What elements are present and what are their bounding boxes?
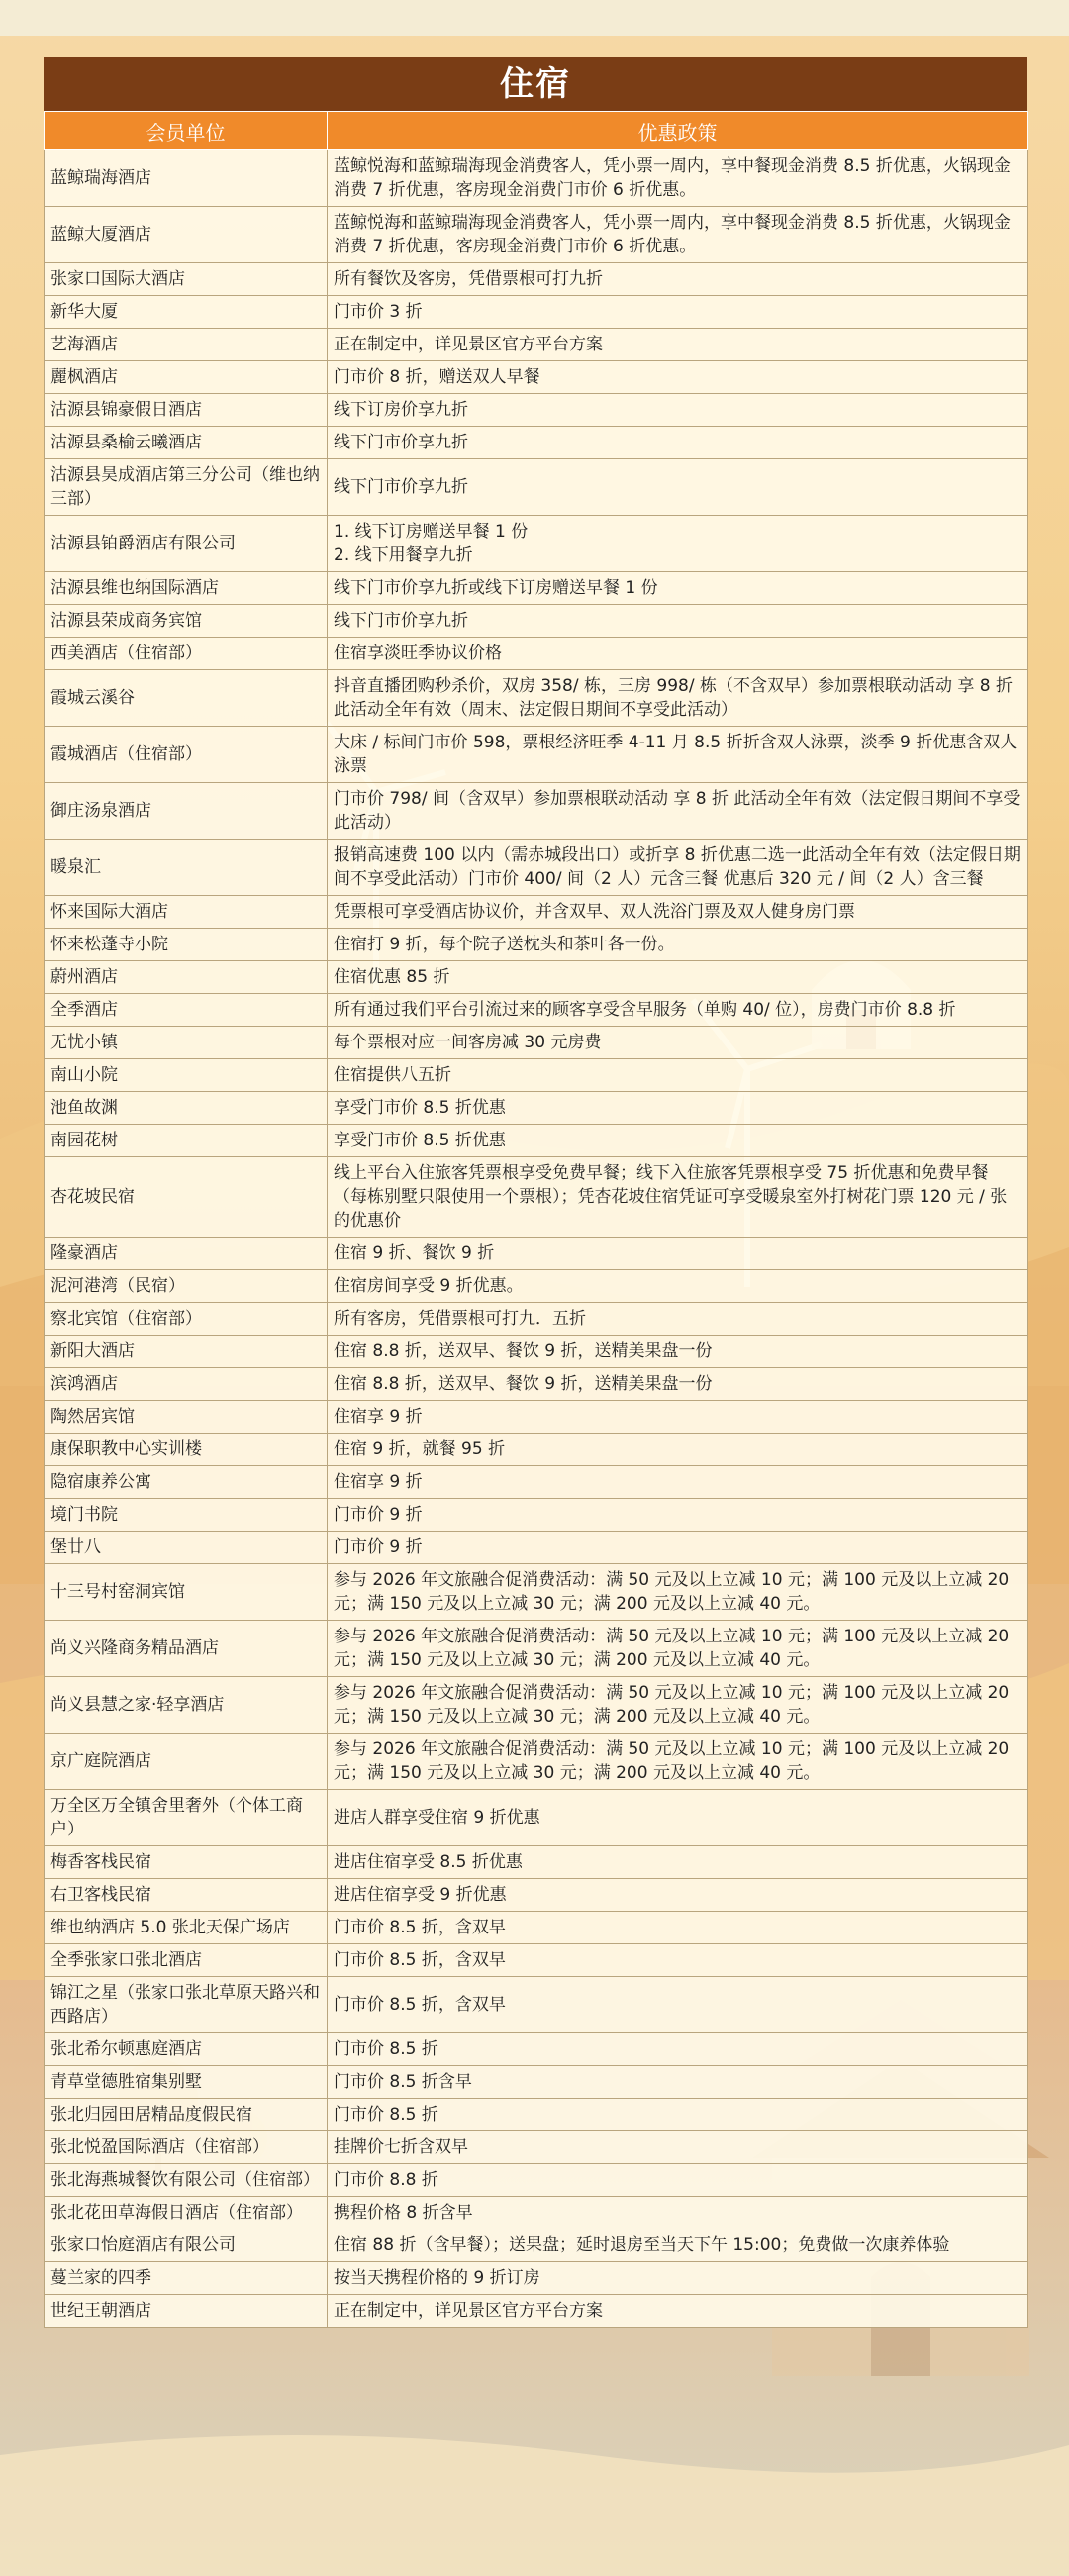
discount-policy-cell: 住宿 9 折，就餐 95 折: [328, 1434, 1028, 1466]
member-unit-cell: 十三号村窑洞宾馆: [45, 1564, 328, 1621]
member-unit-cell: 西美酒店（住宿部）: [45, 638, 328, 670]
member-unit-cell: 沽源县桑榆云曦酒店: [45, 427, 328, 459]
member-unit-cell: 陶然居宾馆: [45, 1401, 328, 1434]
member-unit-cell: 康保职教中心实训楼: [45, 1434, 328, 1466]
discount-policy-cell: 每个票根对应一间客房减 30 元房费: [328, 1027, 1028, 1059]
discount-policy-cell: 线下门市价享九折: [328, 605, 1028, 638]
member-unit-cell: 杏花坡民宿: [45, 1157, 328, 1238]
discount-policy-cell: 享受门市价 8.5 折优惠: [328, 1092, 1028, 1125]
member-unit-cell: 池鱼故渊: [45, 1092, 328, 1125]
table-row: [45, 670, 1028, 727]
member-unit-cell: 麗枫酒店: [45, 361, 328, 394]
member-unit-cell: 怀来国际大酒店: [45, 896, 328, 929]
member-unit-cell: 梅香客栈民宿: [45, 1846, 328, 1879]
discount-policy-cell: 住宿 88 折（含早餐）；送果盘；延时退房至当天下午 15:00；免费做一次康养体验: [328, 2229, 1028, 2262]
member-unit-cell: 艺海酒店: [45, 329, 328, 361]
member-unit-cell: 霞城云溪谷: [45, 670, 328, 727]
discount-policy-cell: 参与 2026 年文旅融合促消费活动：满 50 元及以上立减 10 元；满 100 元及以上立减 20 元；满 150 元及以上立减 30 元；满 200 元及以上立减 40 元。: [328, 1564, 1028, 1621]
table-row: [45, 1270, 1028, 1303]
discount-policy-cell: 携程价格 8 折含早: [328, 2197, 1028, 2229]
member-unit-cell: 尚义县慧之家·轻享酒店: [45, 1677, 328, 1734]
member-unit-cell: 泥河港湾（民宿）: [45, 1270, 328, 1303]
discount-policy-cell: 门市价 8.5 折，含双早: [328, 1977, 1028, 2033]
table-row: [45, 1027, 1028, 1059]
discount-policy-cell: 所有餐饮及客房，凭借票根可打九折: [328, 263, 1028, 296]
table-row: [45, 783, 1028, 840]
member-unit-cell: 境门书院: [45, 1499, 328, 1532]
discount-policy-cell: 门市价 8.5 折含早: [328, 2066, 1028, 2099]
discount-policy-cell: 门市价 8 折，赠送双人早餐: [328, 361, 1028, 394]
table-row: [45, 2295, 1028, 2328]
section-title: 住宿: [44, 57, 1027, 111]
table-row: [45, 2164, 1028, 2197]
table-row: [45, 1879, 1028, 1912]
member-unit-cell: 沽源县铂爵酒店有限公司: [45, 516, 328, 572]
table-row: [45, 2066, 1028, 2099]
discount-policy-cell: 进店住宿享受 8.5 折优惠: [328, 1846, 1028, 1879]
discount-policy-cell: 线下门市价享九折: [328, 459, 1028, 516]
member-unit-cell: 隆豪酒店: [45, 1238, 328, 1270]
discount-policy-cell: 线下订房价享九折: [328, 394, 1028, 427]
discount-table: [44, 111, 1028, 2328]
table-row: [45, 207, 1028, 263]
table-row: [45, 2033, 1028, 2066]
discount-policy-cell: 所有客房，凭借票根可打九．五折: [328, 1303, 1028, 1336]
table-row: [45, 896, 1028, 929]
member-unit-cell: 霞城酒店（住宿部）: [45, 727, 328, 783]
member-unit-cell: 沽源县荣成商务宾馆: [45, 605, 328, 638]
table-row: [45, 394, 1028, 427]
discount-policy-cell: 参与 2026 年文旅融合促消费活动：满 50 元及以上立减 10 元；满 100 元及以上立减 20 元；满 150 元及以上立减 30 元；满 200 元及以上立减 40 元。: [328, 1621, 1028, 1677]
discount-policy-cell: 蓝鲸悦海和蓝鲸瑞海现金消费客人，凭小票一周内，享中餐现金消费 8.5 折优惠，火锅现金消费 7 折优惠，客房现金消费门市价 6 折优惠。: [328, 207, 1028, 263]
member-unit-cell: 张北悦盈国际酒店（住宿部）: [45, 2131, 328, 2164]
discount-policy-cell: 报销高速费 100 以内（需赤城段出口）或折享 8 折优惠二选一此活动全年有效（法定假日期间不享受此活动）门市价 400/ 间（2 人）元含三餐 优惠后 320 元 / 间（2 人）含三餐: [328, 840, 1028, 896]
table-row: [45, 1790, 1028, 1846]
member-unit-cell: 无忧小镇: [45, 1027, 328, 1059]
table-row: [45, 1368, 1028, 1401]
member-unit-cell: 万全区万全镇舍里奢外（个体工商户）: [45, 1790, 328, 1846]
member-unit-cell: 蓝鲸大厦酒店: [45, 207, 328, 263]
discount-policy-cell: 门市价 8.5 折: [328, 2033, 1028, 2066]
accommodation-card: [44, 57, 1027, 2328]
discount-policy-cell: 进店住宿享受 9 折优惠: [328, 1879, 1028, 1912]
member-unit-cell: 沽源县昊成酒店第三分公司（维也纳三部）: [45, 459, 328, 516]
member-unit-cell: 张北海燕城餐饮有限公司（住宿部）: [45, 2164, 328, 2197]
discount-policy-cell: 线下门市价享九折或线下订房赠送早餐 1 份: [328, 572, 1028, 605]
member-unit-cell: 蔓兰家的四季: [45, 2262, 328, 2295]
discount-policy-cell: 住宿提供八五折: [328, 1059, 1028, 1092]
member-unit-cell: 张北归园田居精品度假民宿: [45, 2099, 328, 2131]
member-unit-cell: 沽源县锦豪假日酒店: [45, 394, 328, 427]
table-row: [45, 1499, 1028, 1532]
table-row: [45, 1238, 1028, 1270]
member-unit-cell: 蔚州酒店: [45, 961, 328, 994]
table-row: [45, 638, 1028, 670]
member-unit-cell: 察北宾馆（住宿部）: [45, 1303, 328, 1336]
table-row: [45, 296, 1028, 329]
table-row: [45, 427, 1028, 459]
discount-policy-cell: 参与 2026 年文旅融合促消费活动：满 50 元及以上立减 10 元；满 100 元及以上立减 20 元；满 150 元及以上立减 30 元；满 200 元及以上立减 40 元。: [328, 1734, 1028, 1790]
table-row: [45, 2099, 1028, 2131]
discount-policy-cell: 门市价 9 折: [328, 1532, 1028, 1564]
member-unit-cell: 右卫客栈民宿: [45, 1879, 328, 1912]
discount-policy-cell: 挂牌价七折含双早: [328, 2131, 1028, 2164]
discount-policy-cell: 住宿打 9 折，每个院子送枕头和茶叶各一份。: [328, 929, 1028, 961]
member-unit-cell: 沽源县维也纳国际酒店: [45, 572, 328, 605]
member-unit-cell: 尚义兴隆商务精品酒店: [45, 1621, 328, 1677]
table-row: [45, 840, 1028, 896]
table-row: [45, 1303, 1028, 1336]
discount-policy-cell: 按当天携程价格的 9 折订房: [328, 2262, 1028, 2295]
table-row: [45, 727, 1028, 783]
member-unit-cell: 暖泉汇: [45, 840, 328, 896]
member-unit-cell: 御庄汤泉酒店: [45, 783, 328, 840]
member-unit-cell: 张家口怡庭酒店有限公司: [45, 2229, 328, 2262]
table-row: [45, 516, 1028, 572]
member-unit-cell: 全季张家口张北酒店: [45, 1944, 328, 1977]
top-banner-strip: [0, 0, 1069, 36]
discount-policy-cell: 蓝鲸悦海和蓝鲸瑞海现金消费客人，凭小票一周内，享中餐现金消费 8.5 折优惠，火锅现金消费 7 折优惠，客房现金消费门市价 6 折优惠。: [328, 150, 1028, 207]
discount-policy-cell: 门市价 8.5 折，含双早: [328, 1912, 1028, 1944]
member-unit-cell: 维也纳酒店 5.0 张北天保广场店: [45, 1912, 328, 1944]
table-row: [45, 2197, 1028, 2229]
member-unit-cell: 全季酒店: [45, 994, 328, 1027]
table-row: [45, 1532, 1028, 1564]
member-unit-cell: 新阳大酒店: [45, 1336, 328, 1368]
header-member-unit: 会员单位: [45, 112, 328, 150]
member-unit-cell: 滨鸿酒店: [45, 1368, 328, 1401]
discount-policy-cell: 享受门市价 8.5 折优惠: [328, 1125, 1028, 1157]
member-unit-cell: 张北希尔顿惠庭酒店: [45, 2033, 328, 2066]
table-row: [45, 572, 1028, 605]
table-row: [45, 263, 1028, 296]
discount-policy-cell: 进店人群享受住宿 9 折优惠: [328, 1790, 1028, 1846]
discount-policy-cell: 凭票根可享受酒店协议价，并含双早、双人洗浴门票及双人健身房门票: [328, 896, 1028, 929]
table-row: [45, 1092, 1028, 1125]
table-row: [45, 2262, 1028, 2295]
member-unit-cell: 世纪王朝酒店: [45, 2295, 328, 2328]
discount-policy-cell: 线上平台入住旅客凭票根享受免费早餐；线下入住旅客凭票根享受 75 折优惠和免费早餐（每栋别墅只限使用一个票根）；凭杏花坡住宿凭证可享受暖泉室外打树花门票 120 元 / 张的优惠价: [328, 1157, 1028, 1238]
table-row: [45, 329, 1028, 361]
member-unit-cell: 堡廿八: [45, 1532, 328, 1564]
table-row: [45, 1336, 1028, 1368]
table-row: [45, 1977, 1028, 2033]
discount-policy-cell: 门市价 8.5 折，含双早: [328, 1944, 1028, 1977]
member-unit-cell: 怀来松蓬寺小院: [45, 929, 328, 961]
discount-policy-cell: 正在制定中，详见景区官方平台方案: [328, 329, 1028, 361]
discount-policy-cell: 住宿 9 折、餐饮 9 折: [328, 1238, 1028, 1270]
discount-policy-cell: 住宿享 9 折: [328, 1466, 1028, 1499]
table-row: [45, 1846, 1028, 1879]
table-row: [45, 150, 1028, 207]
table-row: [45, 2229, 1028, 2262]
table-row: [45, 2131, 1028, 2164]
table-row: [45, 1059, 1028, 1092]
discount-policy-cell: 参与 2026 年文旅融合促消费活动：满 50 元及以上立减 10 元；满 100 元及以上立减 20 元；满 150 元及以上立减 30 元；满 200 元及以上立减 40 元。: [328, 1677, 1028, 1734]
table-row: [45, 1434, 1028, 1466]
discount-policy-cell: 线下门市价享九折: [328, 427, 1028, 459]
table-row: [45, 1125, 1028, 1157]
table-row: [45, 1944, 1028, 1977]
discount-policy-cell: 大床 / 标间门市价 598，票根经济旺季 4-11 月 8.5 折折含双人泳票，淡季 9 折优惠含双人泳票: [328, 727, 1028, 783]
table-row: [45, 1734, 1028, 1790]
table-row: [45, 605, 1028, 638]
discount-policy-cell: 住宿享淡旺季协议价格: [328, 638, 1028, 670]
table-row: [45, 1677, 1028, 1734]
discount-policy-cell: 住宿房间享受 9 折优惠。: [328, 1270, 1028, 1303]
discount-policy-cell: 住宿 8.8 折，送双早、餐饮 9 折，送精美果盘一份: [328, 1336, 1028, 1368]
table-row: [45, 1401, 1028, 1434]
discount-policy-cell: 正在制定中，详见景区官方平台方案: [328, 2295, 1028, 2328]
table-row: [45, 994, 1028, 1027]
discount-policy-cell: 住宿享 9 折: [328, 1401, 1028, 1434]
discount-policy-cell: 住宿 8.8 折，送双早、餐饮 9 折，送精美果盘一份: [328, 1368, 1028, 1401]
discount-policy-cell: 门市价 8.5 折: [328, 2099, 1028, 2131]
table-row: [45, 1621, 1028, 1677]
member-unit-cell: 青草堂德胜宿集别墅: [45, 2066, 328, 2099]
member-unit-cell: 隐宿康养公寓: [45, 1466, 328, 1499]
discount-policy-cell: 1. 线下订房赠送早餐 1 份 2. 线下用餐享九折: [328, 516, 1028, 572]
member-unit-cell: 张北花田草海假日酒店（住宿部）: [45, 2197, 328, 2229]
discount-policy-cell: 住宿优惠 85 折: [328, 961, 1028, 994]
discount-policy-cell: 门市价 9 折: [328, 1499, 1028, 1532]
discount-policy-cell: 抖音直播团购秒杀价，双房 358/ 栋，三房 998/ 栋（不含双早）参加票根联动活动 享 8 折 此活动全年有效（周末、法定假日期间不享受此活动）: [328, 670, 1028, 727]
table-row: [45, 961, 1028, 994]
table-row: [45, 929, 1028, 961]
table-row: [45, 1466, 1028, 1499]
discount-policy-cell: 所有通过我们平台引流过来的顾客享受含早服务（单购 40/ 位），房费门市价 8.8 折: [328, 994, 1028, 1027]
member-unit-cell: 张家口国际大酒店: [45, 263, 328, 296]
member-unit-cell: 锦江之星（张家口张北草原天路兴和西路店）: [45, 1977, 328, 2033]
member-unit-cell: 蓝鲸瑞海酒店: [45, 150, 328, 207]
table-row: [45, 1912, 1028, 1944]
member-unit-cell: 南园花树: [45, 1125, 328, 1157]
discount-policy-cell: 门市价 3 折: [328, 296, 1028, 329]
discount-policy-cell: 门市价 8.8 折: [328, 2164, 1028, 2197]
header-discount-policy: 优惠政策: [328, 112, 1028, 150]
table-row: [45, 361, 1028, 394]
member-unit-cell: 南山小院: [45, 1059, 328, 1092]
table-header-row: [45, 112, 1028, 150]
member-unit-cell: 新华大厦: [45, 296, 328, 329]
table-row: [45, 459, 1028, 516]
table-row: [45, 1157, 1028, 1238]
table-body: [45, 150, 1028, 2328]
discount-policy-cell: 门市价 798/ 间（含双早）参加票根联动活动 享 8 折 此活动全年有效（法定假日期间不享受此活动）: [328, 783, 1028, 840]
member-unit-cell: 京广庭院酒店: [45, 1734, 328, 1790]
table-row: [45, 1564, 1028, 1621]
